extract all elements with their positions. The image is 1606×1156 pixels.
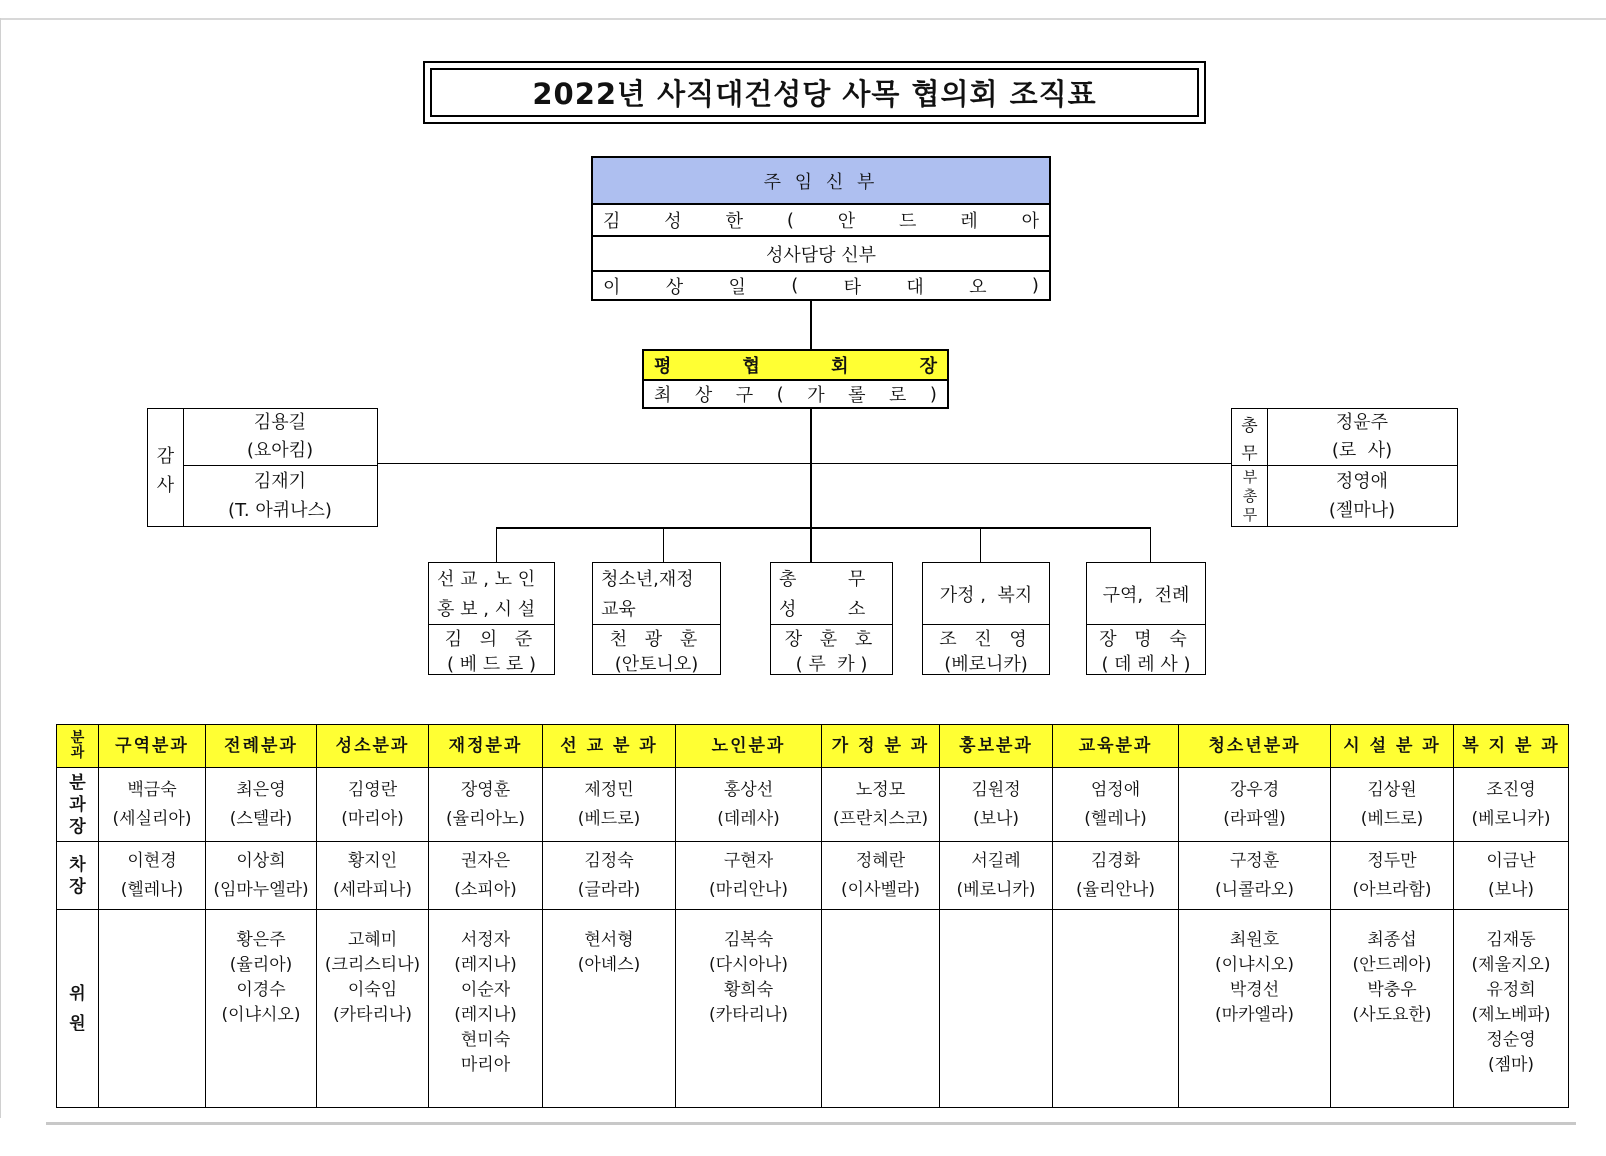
vice-secretary-label: 부총무 bbox=[1242, 468, 1258, 524]
corner-label: 분과 bbox=[57, 725, 99, 768]
members-cell-line: (제노베파) bbox=[1471, 1005, 1551, 1025]
members-cell bbox=[429, 910, 543, 1108]
president-box bbox=[642, 349, 949, 409]
division-leader-name: 천 광 훈 bbox=[609, 629, 704, 650]
vice-cell-line: (세라피나) bbox=[333, 879, 412, 900]
division-leader-baptism: (안토니오) bbox=[614, 654, 699, 675]
division-leader-name: 조 진 영 bbox=[939, 629, 1033, 650]
name-char: 구 bbox=[735, 385, 754, 406]
department-name: 구역분과 bbox=[99, 725, 206, 768]
members-cell-line: (율리아) bbox=[229, 955, 293, 975]
secretary-2-baptism: (젤마나) bbox=[1328, 500, 1396, 521]
department-name: 홍보분과 bbox=[940, 725, 1053, 768]
members-cell-line: (제울지오) bbox=[1471, 955, 1551, 975]
chief-cell bbox=[676, 768, 822, 842]
members-cell bbox=[99, 910, 206, 1108]
members-cell-line: 현서형 bbox=[584, 930, 634, 950]
auditor-label: 사 bbox=[156, 475, 175, 496]
members-cell-line: (젬마) bbox=[1487, 1055, 1535, 1075]
chief-cell bbox=[429, 768, 543, 842]
chief-cell-line: 노정모 bbox=[855, 779, 906, 800]
division-leader-name: 김 의 준 bbox=[444, 629, 539, 650]
chief-cell-line: 김영란 bbox=[347, 779, 398, 800]
vice-cell bbox=[822, 842, 940, 910]
name-char: 상 bbox=[694, 385, 713, 406]
members-cell-line: 유정희 bbox=[1486, 980, 1536, 1000]
connector-line bbox=[810, 301, 812, 349]
name-char: 레 bbox=[960, 211, 978, 232]
division-leader-baptism: ( 데 레 사 ) bbox=[1101, 654, 1191, 675]
vice-cell-line: 정두만 bbox=[1367, 850, 1417, 871]
chief-cell-line: (율리아노) bbox=[446, 808, 525, 829]
vice-cell-line: 구현자 bbox=[723, 850, 774, 871]
vice-cell-line: (마리안나) bbox=[709, 879, 788, 900]
vice-cell bbox=[1179, 842, 1331, 910]
division-title: 교육 bbox=[601, 599, 636, 620]
chief-cell-line: 백금숙 bbox=[127, 779, 177, 800]
vice-cell-line: (헬레나) bbox=[120, 879, 184, 900]
connector-line bbox=[663, 527, 664, 563]
division-title: 가정 , 복지 bbox=[939, 584, 1033, 606]
vice-cell-line: (글라라) bbox=[577, 879, 641, 900]
vice-row bbox=[57, 842, 1569, 910]
members-cell-line: 김복숙 bbox=[723, 930, 774, 950]
vice-cell bbox=[99, 842, 206, 910]
vice-cell-line: 황지인 bbox=[347, 850, 398, 871]
vice-cell-line: 김정숙 bbox=[584, 850, 634, 871]
name-char: 김 bbox=[603, 211, 621, 232]
members-cell-line: 박충우 bbox=[1367, 980, 1417, 1000]
president-header bbox=[644, 351, 947, 379]
chief-label: 분과장 bbox=[57, 768, 99, 842]
members-cell-line: (레지나) bbox=[454, 1005, 517, 1025]
chief-cell-line: (프란치스코) bbox=[832, 808, 929, 829]
vice-cell bbox=[206, 842, 317, 910]
name-char: 장 bbox=[919, 356, 937, 377]
vice-cell-line: 이금난 bbox=[1486, 850, 1536, 871]
division-title: 성 소 bbox=[779, 599, 866, 620]
connector-line bbox=[980, 527, 981, 563]
chief-cell bbox=[317, 768, 429, 842]
auditor-2-baptism: (T. 아퀴나스) bbox=[228, 500, 332, 521]
division-box bbox=[770, 562, 893, 675]
members-cell-line: 황희숙 bbox=[723, 980, 774, 1000]
chief-cell-line: 강우경 bbox=[1229, 779, 1280, 800]
name-char: 성 bbox=[664, 211, 682, 232]
members-cell bbox=[206, 910, 317, 1108]
auditor-1-baptism: (요아킴) bbox=[246, 440, 314, 461]
bottom-border bbox=[46, 1122, 1576, 1125]
members-cell-line: 이숙임 bbox=[347, 980, 398, 1000]
division-leader-baptism: (베로니카) bbox=[944, 654, 1028, 675]
chief-cell bbox=[1331, 768, 1454, 842]
vice-cell bbox=[676, 842, 822, 910]
chart-title-frame bbox=[423, 61, 1206, 124]
members-cell bbox=[940, 910, 1053, 1108]
chief-cell bbox=[206, 768, 317, 842]
members-cell-line: (아녜스) bbox=[577, 955, 641, 975]
name-char: 한 bbox=[725, 211, 743, 232]
members-cell-line: 김재동 bbox=[1486, 930, 1536, 950]
chief-cell-line: 장영훈 bbox=[460, 779, 511, 800]
connector-line bbox=[496, 527, 1150, 529]
chief-cell-line: (라파엘) bbox=[1223, 808, 1286, 829]
chief-cell-line: (헬레나) bbox=[1084, 808, 1147, 829]
name-char: 드 bbox=[899, 211, 917, 232]
division-box bbox=[592, 562, 721, 675]
chief-cell-line: (스텔라) bbox=[229, 808, 293, 829]
department-name: 성소분과 bbox=[317, 725, 429, 768]
chief-cell bbox=[543, 768, 676, 842]
left-border bbox=[0, 18, 1, 1118]
members-cell bbox=[676, 910, 822, 1108]
members-cell bbox=[1331, 910, 1454, 1108]
members-cell-line: 정순영 bbox=[1486, 1030, 1536, 1050]
pastor-name bbox=[593, 205, 1049, 235]
chief-cell-line: 엄정애 bbox=[1090, 779, 1141, 800]
vice-cell-line: (니콜라오) bbox=[1215, 879, 1294, 900]
division-title: 구역, 전례 bbox=[1102, 584, 1190, 606]
secretary-label: 총 bbox=[1241, 416, 1258, 436]
chief-cell-line: (보나) bbox=[972, 808, 1020, 829]
vice-cell bbox=[1053, 842, 1179, 910]
division-title: 총 무 bbox=[779, 569, 866, 590]
department-name: 교육분과 bbox=[1053, 725, 1179, 768]
chief-cell-line: 홍상선 bbox=[723, 779, 774, 800]
chief-cell bbox=[940, 768, 1053, 842]
auditor-box bbox=[147, 408, 378, 527]
division-box bbox=[922, 562, 1050, 675]
department-name: 선 교 분 과 bbox=[543, 725, 676, 768]
connector-line bbox=[496, 527, 497, 563]
members-cell-line: 박경선 bbox=[1229, 980, 1280, 1000]
auditor-2-name: 김재기 bbox=[253, 471, 307, 492]
vice-cell-line: 김경화 bbox=[1090, 850, 1141, 871]
members-label: 위원 bbox=[57, 910, 99, 1108]
department-name: 가 정 분 과 bbox=[822, 725, 940, 768]
chief-cell bbox=[822, 768, 940, 842]
secretary-1-baptism: (로 사) bbox=[1331, 440, 1393, 461]
name-char: 최 bbox=[654, 385, 672, 406]
division-box bbox=[428, 562, 555, 675]
vice-cell-line: (이사벨라) bbox=[841, 879, 920, 900]
vice-cell-line: (율리안나) bbox=[1076, 879, 1155, 900]
vice-cell bbox=[940, 842, 1053, 910]
chief-cell-line: 최은영 bbox=[236, 779, 286, 800]
name-char: ( bbox=[791, 275, 799, 296]
president-name bbox=[644, 381, 947, 407]
assistant-label: 성사담당 신부 bbox=[765, 244, 877, 266]
assistant-name bbox=[593, 272, 1049, 299]
name-char: 안 bbox=[837, 211, 856, 232]
members-cell-line: (마카엘라) bbox=[1215, 1005, 1294, 1025]
members-cell-line: (이냐시오) bbox=[221, 1005, 301, 1025]
auditor-label: 감 bbox=[156, 446, 175, 467]
department-name: 복 지 분 과 bbox=[1454, 725, 1569, 768]
vice-cell bbox=[1331, 842, 1454, 910]
division-title: 홍 보 , 시 설 bbox=[437, 599, 536, 620]
secretary-label: 무 bbox=[1241, 444, 1258, 464]
name-char: ( bbox=[776, 383, 784, 405]
vice-cell-line: (소피아) bbox=[454, 879, 517, 900]
members-cell bbox=[543, 910, 676, 1108]
vice-label: 차장 bbox=[57, 842, 99, 910]
secretary-box bbox=[1231, 408, 1458, 527]
members-cell-line: 마리아 bbox=[460, 1055, 511, 1075]
chief-cell-line: 제정민 bbox=[584, 779, 634, 800]
members-row bbox=[57, 910, 1569, 1108]
department-name: 전례분과 bbox=[206, 725, 317, 768]
vice-cell-line: 이현경 bbox=[127, 850, 177, 871]
division-title: 선 교 , 노 인 bbox=[437, 569, 536, 590]
connector-line bbox=[377, 463, 1232, 464]
name-char: 롤 bbox=[848, 385, 866, 406]
pastor-header: 주 임 신 부 bbox=[593, 158, 1049, 203]
name-char: 이 bbox=[603, 276, 621, 298]
name-char: 로 bbox=[888, 385, 907, 406]
vice-cell-line: 정혜란 bbox=[855, 850, 906, 871]
vice-cell-line: 권자은 bbox=[460, 850, 511, 871]
secretary-1-name: 정윤주 bbox=[1335, 412, 1389, 433]
vice-cell bbox=[1454, 842, 1569, 910]
top-border bbox=[0, 18, 1606, 20]
members-cell bbox=[1053, 910, 1179, 1108]
name-char: 평 bbox=[654, 356, 672, 377]
department-name: 노인분과 bbox=[676, 725, 822, 768]
chief-cell bbox=[1454, 768, 1569, 842]
members-cell bbox=[1179, 910, 1331, 1108]
chief-cell-line: (데레사) bbox=[717, 808, 780, 829]
pastor-box bbox=[591, 156, 1051, 301]
members-cell-line: 최원호 bbox=[1229, 930, 1280, 950]
members-cell-line: 황은주 bbox=[236, 930, 286, 950]
chief-cell-line: (세실리아) bbox=[112, 808, 192, 829]
members-cell-line: (카타리나) bbox=[709, 1005, 788, 1025]
name-char: 아 bbox=[1021, 211, 1039, 232]
division-leader-baptism: ( 루 카 ) bbox=[795, 654, 868, 675]
members-cell-line: (카타리나) bbox=[333, 1005, 412, 1025]
chief-cell-line: 김상원 bbox=[1367, 779, 1417, 800]
members-cell-line: (크리스티나) bbox=[324, 955, 421, 975]
name-char: 오 bbox=[969, 276, 987, 298]
members-cell bbox=[317, 910, 429, 1108]
name-char: 대 bbox=[906, 276, 924, 298]
connector-line bbox=[1150, 527, 1151, 563]
chief-cell bbox=[1179, 768, 1331, 842]
chief-cell-line: 조진영 bbox=[1486, 779, 1536, 800]
name-char: 상 bbox=[665, 276, 684, 298]
department-name: 재정분과 bbox=[429, 725, 543, 768]
vice-cell-line: (임마누엘라) bbox=[213, 879, 309, 900]
secretary-2-name: 정영애 bbox=[1335, 471, 1389, 492]
members-cell-line: 현미숙 bbox=[460, 1030, 511, 1050]
chief-cell-line: (베로니카) bbox=[1471, 808, 1551, 829]
members-cell bbox=[822, 910, 940, 1108]
vice-cell-line: (보나) bbox=[1487, 879, 1535, 900]
vice-cell bbox=[543, 842, 676, 910]
name-char: ( bbox=[786, 209, 794, 231]
department-header-row bbox=[57, 725, 1569, 768]
name-char: 가 bbox=[807, 385, 825, 406]
vice-cell-line: 구정훈 bbox=[1229, 850, 1280, 871]
members-cell-line: 최종섭 bbox=[1367, 930, 1417, 950]
members-cell-line: 고혜미 bbox=[347, 930, 398, 950]
members-cell-line: 이순자 bbox=[460, 980, 511, 1000]
name-char: ) bbox=[929, 383, 937, 405]
members-cell-line: (레지나) bbox=[454, 955, 517, 975]
members-cell-line: 이경수 bbox=[236, 980, 286, 1000]
vice-cell bbox=[317, 842, 429, 910]
department-name: 시 설 분 과 bbox=[1331, 725, 1454, 768]
name-char: 타 bbox=[843, 276, 862, 298]
auditor-1-name: 김용길 bbox=[253, 412, 307, 433]
chief-cell-line: (마리아) bbox=[341, 808, 404, 829]
vice-cell bbox=[429, 842, 543, 910]
name-char: ) bbox=[1031, 275, 1039, 296]
members-cell bbox=[1454, 910, 1569, 1108]
connector-line bbox=[810, 409, 812, 563]
members-cell-line: 서정자 bbox=[460, 930, 511, 950]
department-table bbox=[56, 724, 1569, 1108]
members-cell-line: (이냐시오) bbox=[1215, 955, 1294, 975]
chief-cell bbox=[1053, 768, 1179, 842]
vice-cell-line: 서길례 bbox=[971, 850, 1021, 871]
members-cell-line: (다시아나) bbox=[709, 955, 788, 975]
chief-cell-line: 김원정 bbox=[971, 779, 1021, 800]
department-name: 청소년분과 bbox=[1179, 725, 1331, 768]
chief-row bbox=[57, 768, 1569, 842]
chief-cell-line: (베드로) bbox=[577, 808, 641, 829]
vice-cell-line: 이상희 bbox=[236, 850, 286, 871]
page-title: 2022년 사직대건성당 사목 협의회 조직표 bbox=[430, 68, 1199, 117]
members-cell-line: (안드레아) bbox=[1352, 955, 1432, 975]
division-leader-baptism: ( 베 드 로 ) bbox=[446, 654, 537, 675]
vice-cell-line: (아브라함) bbox=[1352, 879, 1432, 900]
name-char: 협 bbox=[742, 356, 760, 377]
division-leader-name: 장 명 숙 bbox=[1099, 629, 1193, 650]
chief-cell-line: (베드로) bbox=[1360, 808, 1424, 829]
vice-cell-line: (베로니카) bbox=[956, 879, 1036, 900]
division-box bbox=[1086, 562, 1206, 675]
name-char: 회 bbox=[831, 356, 849, 377]
division-title: 청소년,재정 bbox=[601, 569, 694, 590]
name-char: 일 bbox=[728, 276, 746, 298]
members-cell-line: (사도요한) bbox=[1352, 1005, 1432, 1025]
chief-cell bbox=[99, 768, 206, 842]
division-leader-name: 장 훈 호 bbox=[784, 629, 879, 650]
